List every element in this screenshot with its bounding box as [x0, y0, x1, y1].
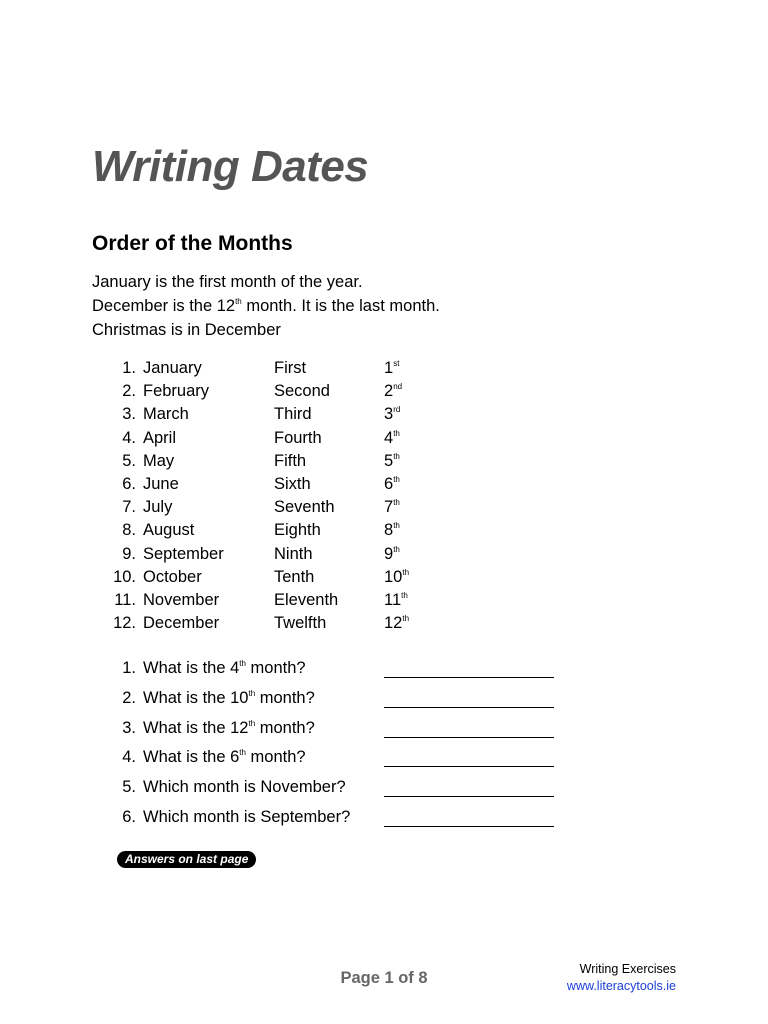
month-ordinal-word: Tenth [274, 567, 315, 586]
question-text-start: What is the 4 [143, 659, 240, 677]
month-ordinal-number [384, 475, 400, 494]
month-row [0, 429, 768, 452]
month-name: March [143, 405, 189, 424]
month-row [0, 475, 768, 498]
month-name: January [143, 359, 202, 377]
question-suffix: th [248, 718, 256, 728]
question-suffix: th [248, 688, 256, 698]
question-number: 3. [122, 718, 136, 737]
months-list [0, 359, 768, 637]
intro-line-2-suffix: th [235, 297, 242, 306]
month-ordinal-word: Eleventh [274, 590, 339, 609]
month-ordinal-word: Twelfth [274, 614, 327, 633]
question-text [143, 748, 306, 767]
intro-line-2 [92, 297, 440, 316]
question-text [143, 808, 350, 827]
month-number: 11. [114, 590, 136, 609]
month-name: July [143, 498, 173, 517]
month-ordinal-word: Seventh [274, 498, 335, 517]
month-row [0, 545, 768, 568]
month-ordinal-word: Fifth [274, 451, 307, 470]
month-ordinal-number [384, 382, 402, 401]
ordinal-suffix: th [393, 451, 400, 461]
month-ordinal-word: Third [274, 405, 312, 424]
answer-blank[interactable] [384, 808, 554, 827]
footer-series: Writing Exercises [579, 962, 676, 976]
question-row [0, 748, 768, 778]
ordinal-suffix: th [393, 544, 400, 554]
ordinal-digits: 6 [384, 474, 394, 493]
month-ordinal-word: Ninth [274, 544, 313, 563]
question-suffix: th [239, 748, 246, 758]
question-text-start: Which month is November? [143, 778, 346, 797]
month-number: 8. [122, 521, 136, 540]
question-text [143, 719, 315, 738]
page-number: Page 1 of 8 [340, 969, 428, 987]
ordinal-suffix: th [402, 614, 410, 624]
month-row [0, 568, 768, 591]
month-name: November [143, 590, 220, 609]
month-number: 9. [122, 544, 136, 563]
month-name: June [143, 474, 179, 493]
question-number: 2. [122, 688, 136, 707]
ordinal-suffix: th [402, 567, 410, 577]
question-row [0, 719, 768, 749]
ordinal-suffix: th [393, 521, 400, 531]
month-row [0, 382, 768, 405]
month-ordinal-word: First [274, 359, 307, 377]
ordinal-suffix: st [393, 359, 400, 368]
month-ordinal-word: Fourth [274, 428, 322, 447]
ordinal-digits: 9 [384, 544, 394, 563]
question-number: 5. [122, 778, 136, 797]
question-suffix: th [239, 659, 246, 668]
month-ordinal-number [384, 614, 409, 633]
question-text-end: month? [245, 659, 306, 677]
answer-blank[interactable] [384, 778, 554, 797]
month-row [0, 521, 768, 544]
month-name: August [143, 521, 195, 540]
month-ordinal-number [384, 545, 400, 564]
question-number: 6. [122, 807, 136, 826]
month-name: September [143, 544, 224, 563]
month-row [0, 452, 768, 475]
question-text [143, 778, 346, 797]
questions-list [0, 659, 768, 838]
intro-line-2-start: December is the 12 [92, 297, 236, 315]
ordinal-digits: 10 [384, 567, 403, 586]
month-ordinal-word: Eighth [274, 521, 321, 540]
month-name: April [143, 428, 177, 447]
answer-blank[interactable] [384, 748, 554, 767]
ordinal-digits: 4 [384, 428, 394, 447]
month-ordinal-word: Second [274, 382, 330, 401]
intro-line-3: Christmas is in December [92, 321, 281, 339]
month-name: October [143, 567, 202, 586]
month-number: 10. [113, 567, 136, 586]
month-ordinal-number [384, 405, 400, 424]
question-number: 1. [122, 659, 136, 677]
month-number: 3. [122, 405, 136, 424]
question-text-start: Which month is September? [143, 807, 351, 826]
intro-line-2-end: month. It is the last month. [241, 297, 440, 315]
ordinal-suffix: th [393, 498, 400, 508]
question-row [0, 659, 768, 689]
ordinal-digits: 3 [384, 405, 394, 424]
month-number: 2. [122, 382, 136, 401]
ordinal-digits: 12 [384, 614, 403, 633]
month-number: 1. [122, 359, 136, 377]
ordinal-digits: 8 [384, 521, 394, 540]
month-number: 4. [122, 428, 136, 447]
month-ordinal-word: Sixth [274, 474, 311, 493]
month-ordinal-number [384, 498, 400, 517]
ordinal-digits: 5 [384, 451, 394, 470]
month-row [0, 405, 768, 428]
month-row [0, 591, 768, 614]
ordinal-digits: 7 [384, 498, 394, 517]
month-number: 5. [122, 451, 136, 470]
month-number: 12. [113, 614, 136, 633]
question-text-end: month? [255, 688, 315, 707]
question-text-start: What is the 10 [143, 688, 249, 707]
month-ordinal-number [384, 429, 400, 448]
ordinal-digits: 1 [384, 359, 394, 377]
question-text [143, 659, 306, 678]
ordinal-digits: 11 [384, 590, 402, 609]
month-number: 6. [122, 474, 136, 493]
month-name: May [143, 451, 175, 470]
month-name: December [143, 614, 220, 633]
month-row [0, 498, 768, 521]
answers-badge: Answers on last page [117, 851, 256, 868]
answer-blank[interactable] [384, 719, 554, 738]
month-number: 7. [122, 498, 136, 517]
question-text-end: month? [255, 718, 315, 737]
question-text-start: What is the 12 [143, 718, 249, 737]
month-ordinal-number [384, 568, 409, 587]
question-text-start: What is the 6 [143, 748, 240, 767]
footer-link[interactable]: www.literacytools.ie [566, 979, 676, 993]
question-number: 4. [122, 748, 136, 767]
month-ordinal-number [384, 521, 400, 540]
page-title: Writing Dates [92, 142, 369, 191]
month-ordinal-number [384, 452, 400, 471]
month-ordinal-number [384, 591, 408, 610]
question-text [143, 689, 315, 708]
ordinal-suffix: th [393, 474, 400, 484]
ordinal-suffix: rd [393, 405, 401, 415]
intro-line-1: January is the first month of the year. [92, 273, 363, 291]
answer-blank[interactable] [384, 689, 554, 708]
ordinal-suffix: th [393, 428, 400, 438]
month-row [0, 359, 768, 382]
month-row [0, 614, 768, 637]
answer-blank[interactable] [384, 659, 554, 678]
question-row [0, 778, 768, 808]
month-name: February [143, 382, 210, 401]
question-row [0, 808, 768, 838]
ordinal-suffix: nd [393, 382, 403, 392]
ordinal-suffix: th [401, 590, 408, 600]
question-text-end: month? [245, 748, 306, 767]
question-row [0, 689, 768, 719]
section-heading: Order of the Months [92, 232, 293, 255]
ordinal-digits: 2 [384, 382, 394, 401]
month-ordinal-number [384, 359, 399, 378]
